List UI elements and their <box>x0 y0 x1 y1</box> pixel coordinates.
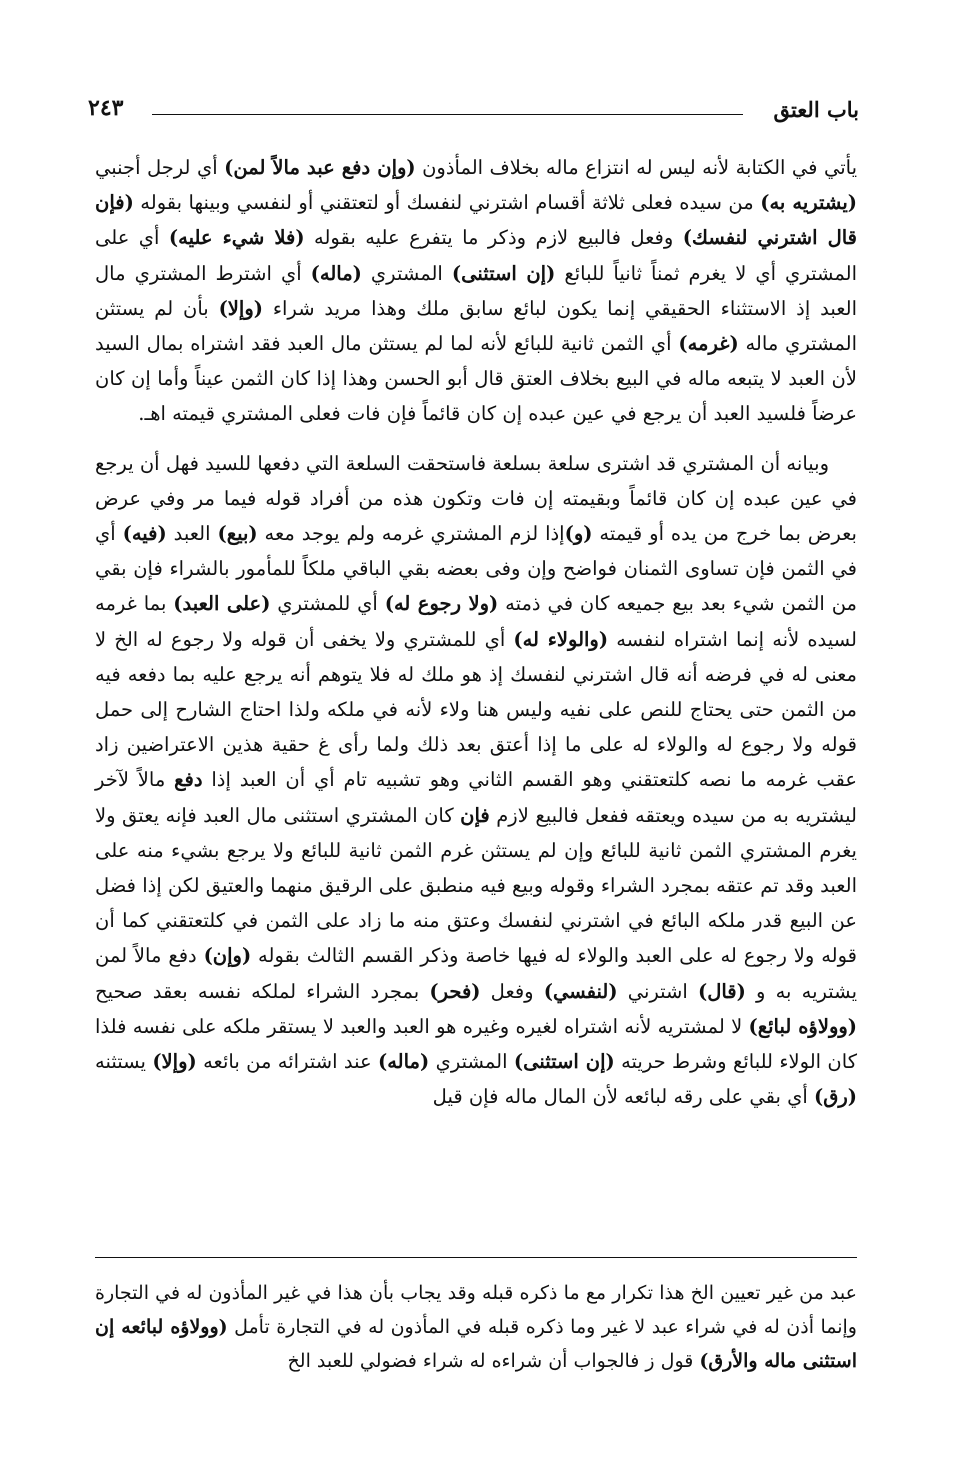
text-run: عند اشترائه من بائعه <box>196 1050 378 1074</box>
matn-phrase: (إن استثنى) <box>513 1050 615 1074</box>
text-run: من سيده فعلى ثلاثة أقسام اشترني لنفسك أو لتعتقني أو لنفسي وبينها بقوله <box>133 191 761 215</box>
matn-phrase: (وإلا) <box>218 296 263 320</box>
text-run: مالاً لآخر ليشتريه به من سيده ويعتقه ففعل فالبيع لازم <box>95 768 857 827</box>
text-run: أي الثمن ثانية للبائع لأنه لما لم يستثن مال العبد فقد اشتراه بمال السيد لأن العبد لا يتبعه ماله في البيع بخلاف العتق قال أبو الحسن وهذا إذا كان الثمن عيناً وأما إن كان عرضاً فلسيد العبد أن يرجع في عين عبده إن كان قائماً فإن فات فعلى المشتري قيمته اهـ. <box>95 332 857 426</box>
text-run: دفع مالاً لمن يشتريه به و <box>95 944 857 1003</box>
matn-phrase: (على العبد) <box>173 592 271 616</box>
main-text <box>95 150 857 1114</box>
text-run: بمجرد الشراء لملكه نفسه بعقد صحيح <box>95 979 430 1003</box>
matn-phrase: دفع <box>174 768 203 792</box>
text-run: لا لمشتريه لأنه اشتراه لغيره وغيره هو العبد والعبد لا يستقر ملكه على نفسه فلذا كان الولاء للبائع وشرط حريته <box>95 1014 857 1074</box>
matn-phrase: (وإن) <box>203 944 252 968</box>
footnote-separator <box>95 1257 857 1258</box>
text-run: أي بقي على رقه لبائعه لأن المال ماله فإن قيل <box>432 1085 814 1109</box>
text-run: أي لرجل أجنبي <box>95 156 225 179</box>
matn-phrase: (و) <box>564 522 593 546</box>
matn-phrase: (رق) <box>814 1085 857 1109</box>
matn-phrase: (بيع) <box>217 522 258 546</box>
matn-phrase: (يشتريه به) <box>760 191 857 215</box>
text-run: يأتي في الكتابة لأنه ليس له انتزاع ماله بخلاف المأذون <box>415 156 857 179</box>
text-run: العبد <box>166 522 218 546</box>
text-run: أي اشترط المشتري مال العبد إذ الاستثناء الحقيقي إنما يكون لبائع سابق ملك وهذا مريد شراء <box>95 261 857 320</box>
matn-phrase: (فإن قال اشترني لنفسك) <box>95 191 858 250</box>
matn-phrase: (غرمه) <box>678 332 739 356</box>
text-run: أي للمشتري ولا يخفى أن قوله ولا رجوع له الخ لا معنى له في فرضه أنه قال اشترني لنفسك إذ هو ملك له فلا يتوهم أنه يرجع عليه بما دفعه فيه من الثمن حتى يحتاج للنص على نفيه وليس هنا ولاء لأنه في ملكه ولذا احتاج الشارح إلى حمل قوله ولا رجوع له والولاء له على ما إذا أعتق بعد ذلك ولما رأى غ حقية هذين الاعتراضين زاد عقب غرمه ما نصه كلتعتقني وهو القسم الثاني وهو تشبيه تام أي أن العبد إذا <box>95 627 857 792</box>
text-run: قول ز فالجواب أن شراءه له شراء فضولي للعبد الخ <box>287 1350 700 1372</box>
text-run: أي على المشتري أي لا يغرم ثمناً ثانياً للبائع <box>95 226 857 285</box>
matn-phrase: (وإن دفع عبد مالاً لمن) <box>224 156 416 179</box>
text-run: بأن لم يستثن المشتري ماله <box>95 296 857 356</box>
text-run: يستثنه <box>95 1050 153 1074</box>
footnote-text <box>95 1276 857 1378</box>
matn-phrase: (قال) <box>697 979 746 1003</box>
matn-phrase: (وإلا) <box>152 1050 197 1074</box>
text-run: المشتري <box>361 261 452 285</box>
text-run: بما غرمه لسيده لأنه إنما اشتراه لنفسه <box>95 592 857 651</box>
header-rule <box>152 114 743 115</box>
text-run: كان المشتري استثنى مال العبد فإنه يعتق ولا يغرم المشتري الثمن ثانية للبائع وإن لم يستثن غرم الثمن ثانية للبائع ولا يرجع بشيء منه على العبد وقد تم عتقه بمجرد الشراء وقوله وبيع فيه منطبق على الرقيق منهما والعتيق لكن إذا فضل عن البيع قدر ملكه البائع في اشترني لنفسك وعتق منه ما زاد على الثمن في كلتعتقني كما أن قوله ولا رجوع له على العبد والولاء له فيها خاصة وذكر القسم الثالث بقوله <box>95 803 858 968</box>
page-header <box>88 95 859 125</box>
matn-phrase: (ماله) <box>310 261 362 285</box>
chapter-title: باب العتق <box>773 97 859 122</box>
text-run: أي للمشتري <box>270 592 385 616</box>
matn-phrase: (والولاء له) <box>513 627 609 651</box>
paragraph-2 <box>95 446 857 1115</box>
text-run: وفعل <box>480 979 544 1003</box>
matn-phrase: (لنفسي) <box>543 979 618 1003</box>
text-run: وفعل فالبيع لازم وذكر ما يتفرع عليه بقوله <box>304 226 683 250</box>
text-run: اشترني <box>617 979 698 1003</box>
matn-phrase: (وولاؤه لبائعه إن استثنى ماله والأرق) <box>95 1316 857 1372</box>
matn-phrase: (وولاؤه لبائع) <box>748 1014 858 1038</box>
matn-phrase: (فلا شيء عليه) <box>168 226 305 250</box>
matn-phrase: (ماله) <box>377 1050 430 1074</box>
text-run: وبيانه أن المشتري قد اشترى سلعة بسلعة فاستحقت السلعة التي دفعها للسيد فهل أن يرجع في عين عبده إن كان قائماً وبقيمته إن فات وتكون هذه من أفراد قوله فيما مر وفي عرض بعرض بما خرج من يده أو قيمته <box>95 451 857 546</box>
text-run: إذا لزم المشتري غرمه ولم يوجد معه <box>257 522 565 546</box>
text-run: عبد من غير تعيين الخ هذا تكرار مع ما ذكره قبله وقد يجاب بأن هذا في غير المأذون له في التجارة وإنما أذن له في شراء عبد لا غير وما ذكره قبله في المأذون له في التجارة تأمل <box>95 1282 857 1338</box>
page-number: ٢٤٣ <box>88 95 124 121</box>
matn-phrase: (فيه) <box>122 522 167 546</box>
paragraph-1 <box>95 150 857 432</box>
matn-phrase: فإن <box>460 803 490 827</box>
text-run: المشتري <box>429 1050 514 1074</box>
matn-phrase: (فحر) <box>429 979 481 1003</box>
footnote-block <box>95 1276 857 1378</box>
matn-phrase: (إن استثنى) <box>451 261 556 285</box>
text-run: أي في الثمن فإن تساوى الثمنان فواضح وإن وفى بعضه بقي الباقي ملكاً للمأمور بالشراء فإن بقي من الثمن شيء بعد بيع جميعه كان في ذمته <box>95 522 857 616</box>
matn-phrase: (ولا رجوع له) <box>384 592 499 616</box>
